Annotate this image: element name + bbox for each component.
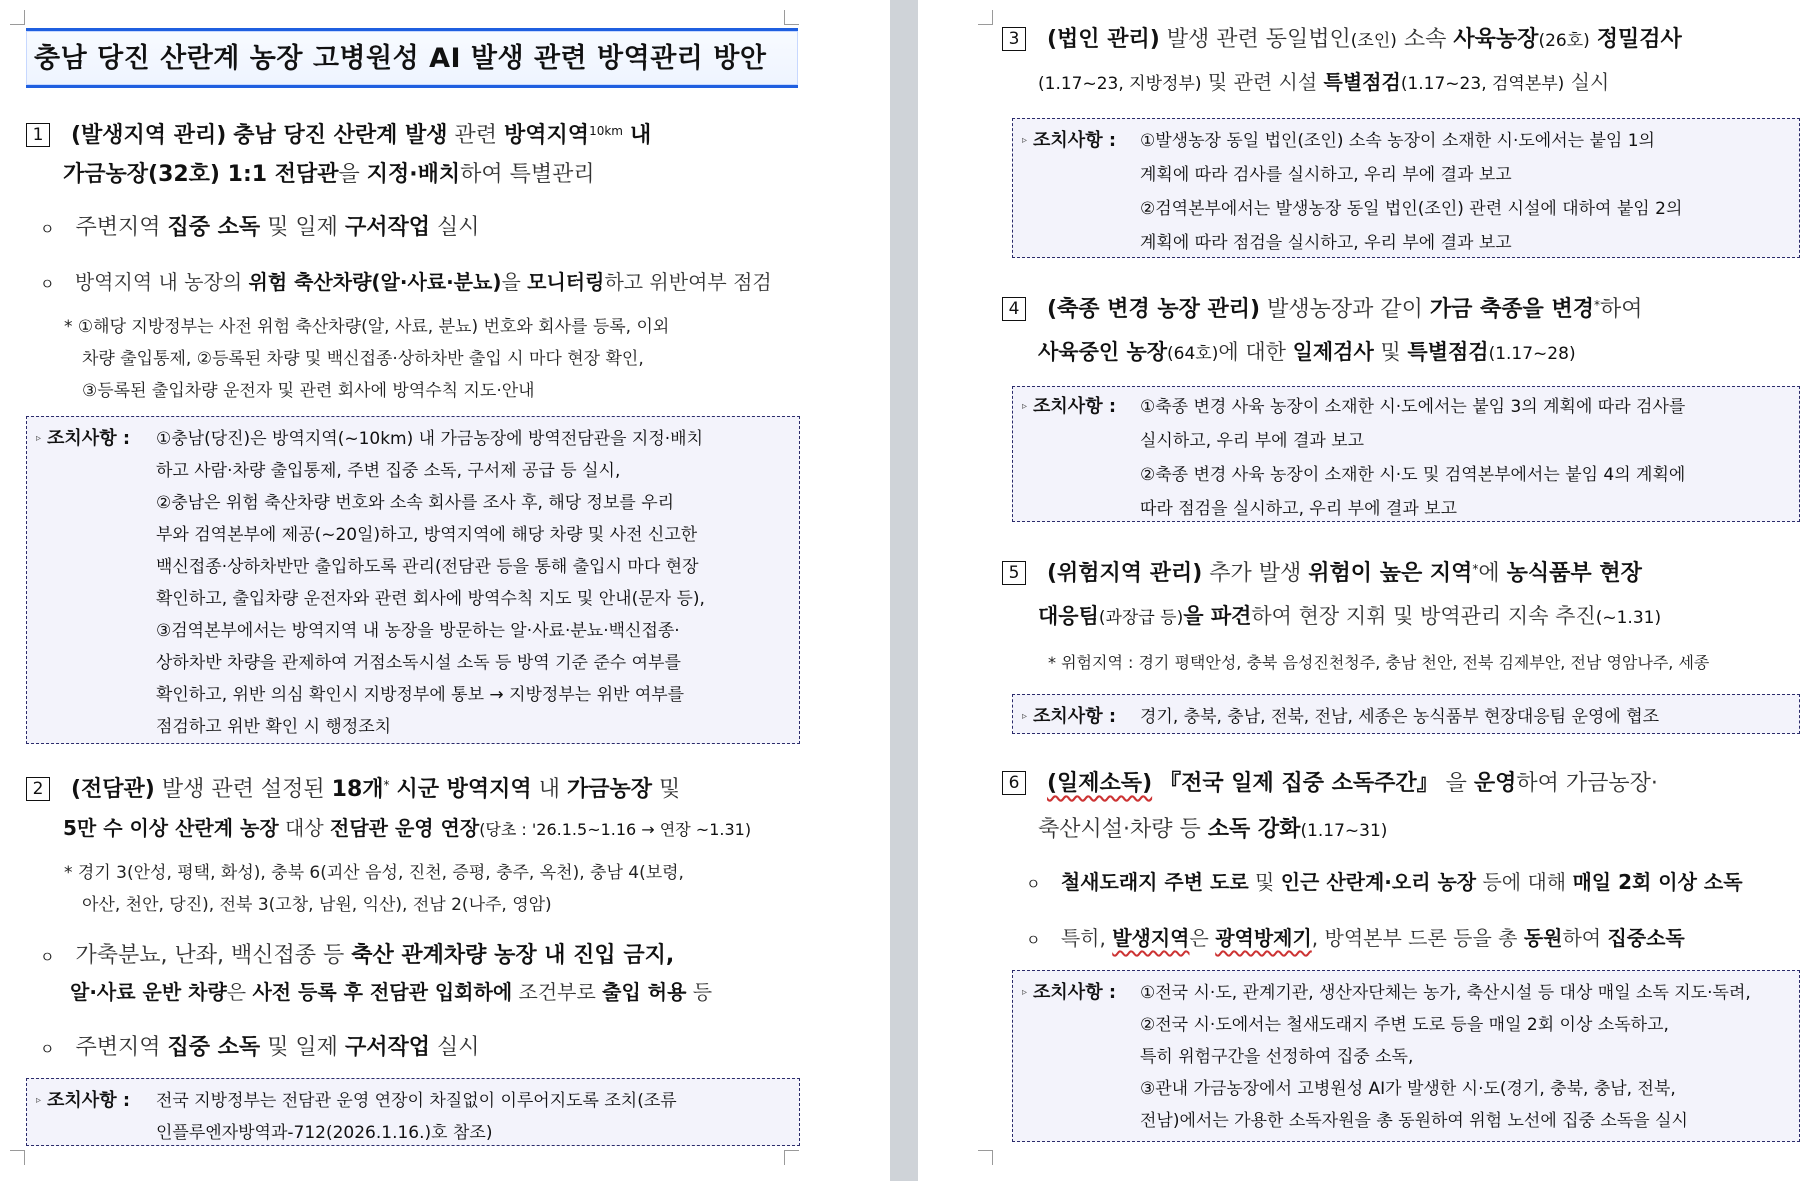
action-line: 부와 검역본부에 제공(~20일)하고, 방역지역에 해당 차량 및 사전 신고한 <box>156 525 698 545</box>
section-number: 5 <box>1002 561 1026 585</box>
action-line: ③관내 가금농장에서 고병원성 AI가 발생한 시·도(경기, 충북, 충남, 전북, <box>1140 1079 1676 1099</box>
section-1-line-2: 가금농장(32호) 1:1 전담관을 지정·배치하여 특별관리 <box>63 162 595 187</box>
crop-mark <box>784 1150 799 1165</box>
action-box-label: ▹ 조치사항 : <box>36 1090 131 1111</box>
document-page-right <box>918 0 1820 1181</box>
page-title: 충남 당진 산란계 농장 고병원성 AI 발생 관련 방역관리 방안 <box>34 43 767 74</box>
footnote-line: * 경기 3(안성, 평택, 화성), 충북 6(괴산 음성, 진천, 증평, 충주, 옥천), 충남 4(보령, <box>64 863 684 883</box>
action-box-label: ▹ 조치사항 : <box>1022 706 1117 727</box>
section-2-bullet-1-cont: 알·사료 운반 차량은 사전 등록 후 전담관 입회하에 조건부로 출입 허용 등 <box>70 980 713 1004</box>
section-6-line-2: 축산시설·차량 등 소독 강화(1.17~31) <box>1038 817 1388 842</box>
section-1-bullet-2: ㅇ 방역지역 내 농장의 위험 축산차량(알·사료·분뇨)을 모니터링하고 위반여부 점검 <box>40 270 772 294</box>
section-6-bullet-2: ㅇ 특히, 발생지역은 광역방제기, 방역본부 드론 등을 총 동원하여 집중소독 <box>1026 926 1685 950</box>
section-2-bullet-2: ㅇ 주변지역 집중 소독 및 일제 구서작업 실시 <box>40 1035 480 1060</box>
section-number: 3 <box>1002 27 1026 51</box>
action-line: ①발생농장 동일 법인(조인) 소속 농장이 소재한 시·도에서는 붙임 1의 <box>1140 131 1655 151</box>
section-6-line-1: 6 (일제소독) 『전국 일제 집중 소독주간』 을 운영하여 가금농장· <box>1002 766 1658 797</box>
action-box-label: ▹ 조치사항 : <box>36 428 131 449</box>
action-line: 점검하고 위반 확인 시 행정조치 <box>156 717 392 737</box>
action-line: ②충남은 위험 축산차량 번호와 소속 회사를 조사 후, 해당 정보를 우리 <box>156 493 675 513</box>
section-2-line-2: 5만 수 이상 산란계 농장 대상 전담관 운영 연장(당초 : '26.1.5~1.16 → 연장 ~1.31) <box>63 816 752 840</box>
section-5-line-2: 대응팀(과장급 등)을 파견하여 현장 지휘 및 방역관리 지속 추진(~1.31) <box>1038 604 1662 628</box>
action-line: ①전국 시·도, 관계기관, 생산자단체는 농가, 축산시설 등 대상 매일 소독 지도·독려, <box>1140 983 1751 1003</box>
section-4-line-2: 사육중인 농장(64호)에 대한 일제검사 및 특별점검(1.17~28) <box>1038 340 1576 364</box>
crop-mark <box>784 10 799 25</box>
section-number: 2 <box>26 777 50 801</box>
footnote-line: * 위험지역 : 경기 평택안성, 충북 음성진천청주, 충남 천안, 전북 김제부안, 전남 영암나주, 세종 <box>1048 653 1710 672</box>
section-3-line-1: 3 (법인 관리) 발생 관련 동일법인(조인) 소속 사육농장(26호) 정밀검사 <box>1002 22 1682 53</box>
action-box-label: ▹ 조치사항 : <box>1022 130 1117 151</box>
crop-mark <box>10 1150 25 1165</box>
footnote-line: 차량 출입통제, ②등록된 차량 및 백신접종·상하차반 출입 시 마다 현장 확인, <box>82 349 644 369</box>
section-number: 1 <box>26 123 50 147</box>
crop-mark <box>978 10 993 25</box>
action-line: 확인하고, 위반 의심 확인시 지방정부에 통보 → 지방정부는 위반 여부를 <box>156 685 685 705</box>
section-6-bullet-1: ㅇ 철새도래지 주변 도로 및 인근 산란계·오리 농장 등에 대해 매일 2회 이상 소독 <box>1026 870 1743 894</box>
footnote-line: * ①해당 지방정부는 사전 위험 축산차량(알, 사료, 분뇨) 번호와 회사를 등록, 이외 <box>64 317 670 337</box>
page-gutter <box>890 0 918 1181</box>
action-line: 백신접종·상하차반만 출입하도록 관리(전담관 등을 통해 출입시 마다 현장 <box>156 557 699 577</box>
footnote-line: ③등록된 출입차량 운전자 및 관련 회사에 방역수칙 지도·안내 <box>82 381 535 401</box>
crop-mark <box>978 1150 993 1165</box>
action-box-label: ▹ 조치사항 : <box>1022 982 1117 1003</box>
action-line: 인플루엔자방역과-712(2026.1.16.)호 참조) <box>156 1123 493 1143</box>
action-line: 따라 점검을 실시하고, 우리 부에 결과 보고 <box>1140 499 1458 519</box>
action-line: 전국 지방정부는 전담관 운영 연장이 차질없이 이루어지도록 조치(조류 <box>156 1091 677 1111</box>
section-number: 4 <box>1002 297 1026 321</box>
action-line: ③검역본부에서는 방역지역 내 농장을 방문하는 알·사료·분뇨·백신접종· <box>156 621 680 641</box>
footnote-line: 아산, 천안, 당진), 전북 3(고창, 남원, 익산), 전남 2(나주, 영암) <box>82 895 552 915</box>
action-line: 계획에 따라 검사를 실시하고, 우리 부에 결과 보고 <box>1140 165 1512 185</box>
action-line: ①축종 변경 사육 농장이 소재한 시·도에서는 붙임 3의 계획에 따라 검사를 <box>1140 397 1686 417</box>
action-line: 상하차반 차량을 관제하여 거점소독시설 소독 등 방역 기준 준수 여부를 <box>156 653 681 673</box>
action-line: 확인하고, 출입차량 운전자와 관련 회사에 방역수칙 지도 및 안내(문자 등), <box>156 589 705 609</box>
section-1-line-1: 1 (발생지역 관리) 충남 당진 산란계 발생 관련 방역지역$^{10km}$ 내 <box>26 118 651 149</box>
section-3-line-2: (1.17~23, 지방정부) 및 관련 시설 특별점검(1.17~23, 검역본부) 실시 <box>1038 70 1610 94</box>
action-line: ②전국 시·도에서는 철새도래지 주변 도로 등을 매일 2회 이상 소독하고, <box>1140 1015 1669 1035</box>
action-line: 계획에 따라 점검을 실시하고, 우리 부에 결과 보고 <box>1140 233 1512 253</box>
action-line: 경기, 충북, 충남, 전북, 전남, 세종은 농식품부 현장대응팀 운영에 협조 <box>1140 707 1660 727</box>
action-line: 특히 위험구간을 선정하여 집중 소독, <box>1140 1047 1414 1067</box>
action-box-label: ▹ 조치사항 : <box>1022 396 1117 417</box>
section-1-bullet-1: ㅇ 주변지역 집중 소독 및 일제 구서작업 실시 <box>40 215 480 240</box>
section-5-line-1: 5 (위험지역 관리) 추가 발생 위험이 높은 지역*에 농식품부 현장 <box>1002 556 1642 587</box>
section-2-line-1: 2 (전담관) 발생 관련 설정된 18개* 시군 방역지역 내 가금농장 및 <box>26 772 680 803</box>
action-line: 하고 사람·차량 출입통제, 주변 집중 소독, 구서제 공급 등 실시, <box>156 461 621 481</box>
crop-mark <box>10 10 25 25</box>
section-4-line-1: 4 (축종 변경 농장 관리) 발생농장과 같이 가금 축종을 변경*하여 <box>1002 292 1642 323</box>
action-line: ①충남(당진)은 방역지역(~10km) 내 가금농장에 방역전담관을 지정·배치 <box>156 429 704 449</box>
action-line: 실시하고, 우리 부에 결과 보고 <box>1140 431 1365 451</box>
section-2-bullet-1: ㅇ 가축분뇨, 난좌, 백신접종 등 축산 관계차량 농장 내 진입 금지, <box>40 943 675 968</box>
section-number: 6 <box>1002 771 1026 795</box>
action-line: ②검역본부에서는 발생농장 동일 법인(조인) 관련 시설에 대하여 붙임 2의 <box>1140 199 1683 219</box>
document-page-left <box>0 0 890 1181</box>
action-line: ②축종 변경 사육 농장이 소재한 시·도 및 검역본부에서는 붙임 4의 계획에 <box>1140 465 1686 485</box>
action-line: 전남)에서는 가용한 소독자원을 총 동원하여 위험 노선에 집중 소독을 실시 <box>1140 1111 1688 1131</box>
